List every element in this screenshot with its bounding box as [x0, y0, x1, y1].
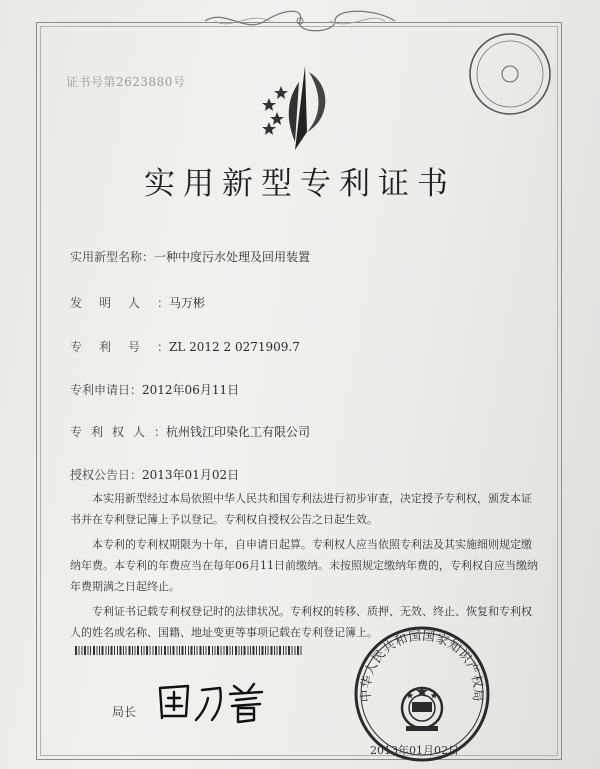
barcode-icon [75, 646, 305, 655]
svg-text:中华人民共和国国家知识产权局: 中华人民共和国国家知识产权局 [357, 627, 487, 703]
field-patentee: 专利权人：杭州钱江印染化工有限公司 [70, 425, 311, 439]
grant-date-value: 2013年01月02日 [142, 468, 240, 482]
field-grant-date [70, 466, 239, 483]
top-stamp-icon [460, 24, 560, 124]
utility-name-value: 一种中度污水处理及回用装置 [154, 250, 311, 264]
filing-date-value: 2012年06月11日 [142, 383, 240, 397]
signature-image [150, 676, 280, 726]
seal-date: 2013年01月02日 [370, 744, 459, 757]
field-inventor: 发明人：马万彬 [70, 296, 206, 310]
director-label: 局长 [112, 705, 137, 719]
patent-number-value: ZL 2012 2 0271909.7 [169, 340, 300, 354]
body-paragraph: 本专利的专利权期限为十年，自申请日起算。专利权人应当依照专利法及其实施细则规定缴纳年费。本专利的年费应当在每年06月11日前缴纳。未按照规定缴纳年费的，专利权自应当缴纳年费期满之日起终止。 [70, 538, 538, 593]
patentee-value: 杭州钱江印染化工有限公司 [166, 425, 311, 439]
inventor-value: 马万彬 [169, 296, 206, 310]
certificate-number: 证书号第2623880号 [66, 75, 186, 89]
field-utility-name [70, 248, 310, 265]
body-paragraph: 本实用新型经过本局依照中华人民共和国专利法进行初步审查，决定授予专利权，颁发本证书并在专利登记簿上予以登记。专利权自授权公告之日起生效。 [70, 492, 532, 526]
certificate-title: 实用新型专利证书 [144, 166, 456, 202]
ornament-border-icon [195, 6, 405, 36]
field-patent-number: 专利号：ZL 2012 2 0271909.7 [70, 340, 300, 354]
inventor-label: 发明人 [70, 296, 158, 310]
body-paragraph: 专利证书记载专利权登记时的法律状况。专利权的转移、质押、无效、终止、恢复和专利权人的姓名或名称、国籍、地址变更等事项记载在专利登记簿上。 [70, 605, 532, 639]
field-filing-date [70, 381, 239, 398]
patent-number-label: 专利号 [70, 340, 158, 354]
grant-date-label: 授权公告日： [70, 468, 143, 482]
filing-date-label: 专利申请日： [70, 383, 143, 397]
patentee-label: 专利权人 [70, 425, 155, 439]
patent-emblem-icon [255, 62, 335, 154]
utility-name-label: 实用新型名称： [70, 250, 155, 264]
